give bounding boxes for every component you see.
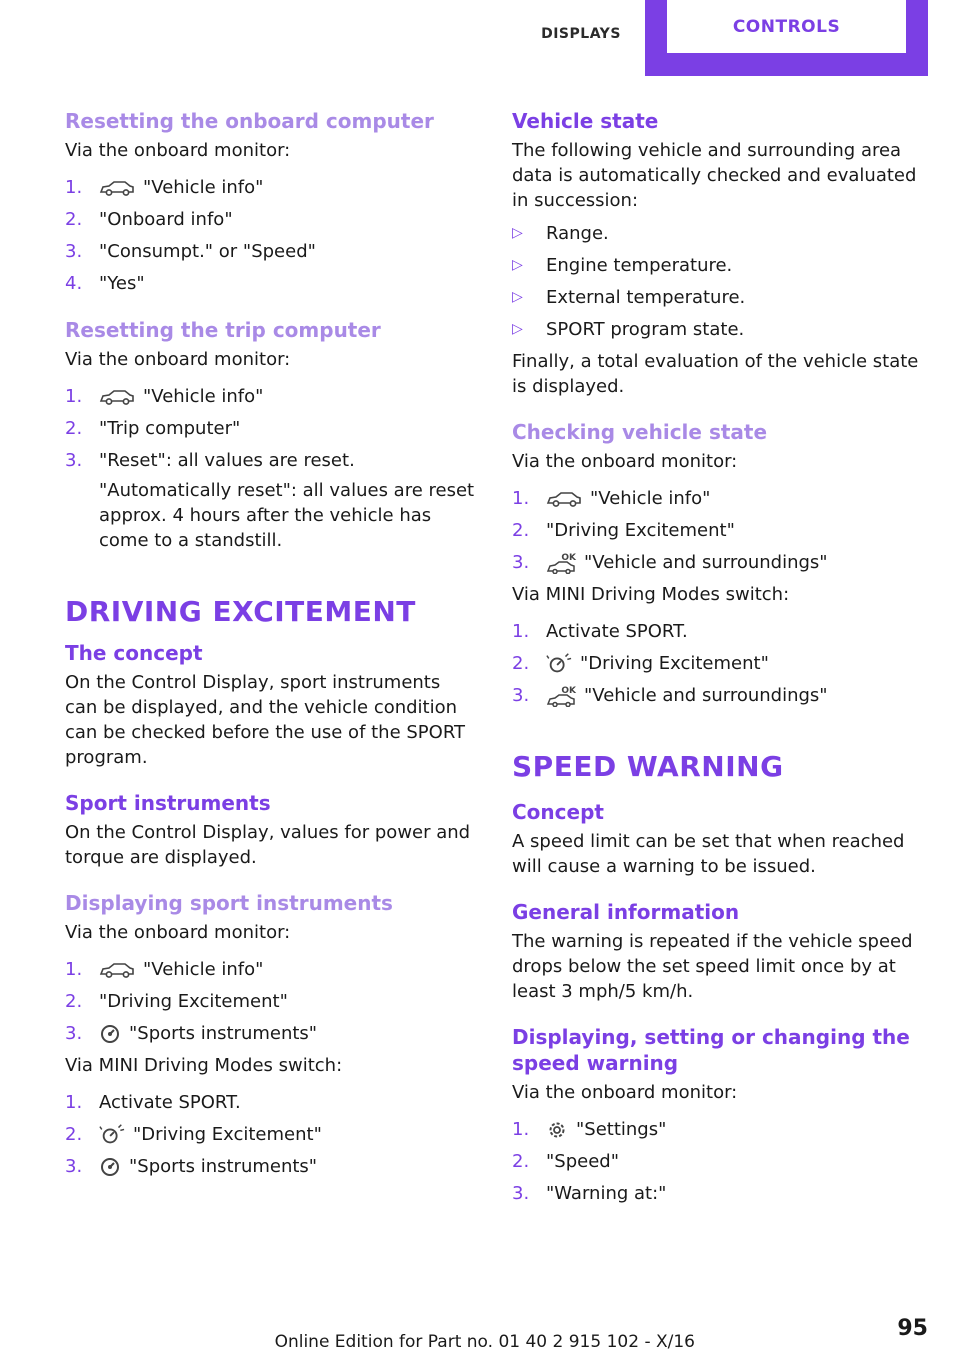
heading-speed-warning: SPEED WARNING bbox=[512, 750, 784, 783]
list-item: 2. "Driving Excitement" bbox=[65, 991, 288, 1012]
bullet-icon: ▷ bbox=[512, 321, 523, 337]
heading-displaying-sport: Displaying sport instruments bbox=[65, 891, 393, 915]
page-number: 95 bbox=[897, 1316, 928, 1341]
displaying-sport-steps bbox=[65, 957, 475, 1046]
list-item: 3. "Reset": all values are reset. "Automatically reset": all values are reset approx. 4 hours after the vehicle has come to a standstill. bbox=[65, 450, 475, 551]
reset-onboard-steps bbox=[65, 175, 475, 296]
switch-intro: Via MINI Driving Modes switch: bbox=[65, 1055, 343, 1076]
list-item: 3. OK "Vehicle and surroundings" bbox=[512, 685, 828, 706]
speed-warning-steps bbox=[512, 1117, 932, 1206]
tab-controls[interactable] bbox=[645, 0, 928, 76]
list-item: 1. Activate SPORT. bbox=[512, 621, 688, 642]
switch-steps bbox=[65, 1090, 475, 1179]
heading-concept: Concept bbox=[512, 800, 604, 824]
right-column bbox=[512, 108, 932, 1213]
tab-controls-label: CONTROLS bbox=[667, 0, 906, 53]
heading-general-information: General information bbox=[512, 900, 740, 924]
bullet-icon: ▷ bbox=[512, 257, 523, 273]
header-tabs bbox=[517, 0, 928, 76]
tab-displays[interactable]: DISPLAYS bbox=[541, 26, 621, 42]
vehicle-ok-icon: OK bbox=[546, 552, 576, 574]
heading-driving-excitement: DRIVING EXCITEMENT bbox=[65, 595, 416, 628]
bullet-icon: ▷ bbox=[512, 289, 523, 305]
vehicle-info-icon bbox=[99, 388, 135, 406]
heading-reset-onboard: Resetting the onboard computer bbox=[65, 109, 434, 133]
list-item: 3. "Sports instruments" bbox=[65, 1023, 318, 1044]
reset-trip-steps bbox=[65, 384, 475, 553]
concept-text: On the Control Display, sport instruments can be displayed, and the vehicle condition can be checked before the use of the SPORT program. bbox=[65, 672, 466, 768]
speed-warning-intro: Via the onboard monitor: bbox=[512, 1082, 738, 1103]
list-item: 2. "Driving Excitement" bbox=[512, 520, 735, 541]
list-item: 4. "Yes" bbox=[65, 273, 145, 294]
list-item: 1. "Vehicle info" bbox=[65, 959, 264, 980]
list-item: ▷ Range. bbox=[512, 223, 609, 244]
sport-instruments-text: On the Control Display, values for power and torque are displayed. bbox=[65, 822, 471, 868]
reset-onboard-intro: Via the onboard monitor: bbox=[65, 140, 291, 161]
driving-excitement-icon bbox=[99, 1124, 125, 1146]
vehicle-state-bullets bbox=[512, 221, 932, 342]
settings-gear-icon bbox=[546, 1119, 568, 1141]
list-item: ▷ SPORT program state. bbox=[512, 319, 745, 340]
heading-displaying-speed-warning: Displaying, setting or changing the speed warning bbox=[512, 1025, 910, 1075]
list-item: 2. "Driving Excitement" bbox=[65, 1124, 322, 1145]
general-information-text: The warning is repeated if the vehicle speed drops below the set speed limit once by at least 3 mph/5 km/h. bbox=[512, 931, 913, 1002]
list-item: 3. "Consumpt." or "Speed" bbox=[65, 241, 316, 262]
reset-trip-intro: Via the onboard monitor: bbox=[65, 349, 291, 370]
heading-sport-instruments: Sport instruments bbox=[65, 791, 271, 815]
heading-vehicle-state: Vehicle state bbox=[512, 109, 659, 133]
list-item: 3. "Warning at:" bbox=[512, 1183, 667, 1204]
checking-intro: Via the onboard monitor: bbox=[512, 451, 738, 472]
reset-trip-step3-cont: "Automatically reset": all values are reset approx. 4 hours after the vehicle has come to a standstill. bbox=[99, 480, 475, 551]
speed-concept-text: A speed limit can be set that when reached will cause a warning to be issued. bbox=[512, 831, 905, 877]
vehicle-state-final: Finally, a total evaluation of the vehicle state is displayed. bbox=[512, 351, 919, 397]
heading-the-concept: The concept bbox=[65, 641, 203, 665]
vehicle-info-icon bbox=[546, 490, 582, 508]
list-item: 1. "Vehicle info" bbox=[65, 386, 264, 407]
list-item: ▷ Engine temperature. bbox=[512, 255, 733, 276]
left-column bbox=[65, 108, 475, 1186]
vehicle-info-icon bbox=[99, 961, 135, 979]
vehicle-ok-icon: OK bbox=[546, 685, 576, 707]
checking-switch-steps bbox=[512, 619, 932, 708]
vehicle-info-icon bbox=[99, 179, 135, 197]
edition-note: Online Edition for Part no. 01 40 2 915 102 - X/16 bbox=[274, 1332, 695, 1352]
list-item: 1. "Settings" bbox=[512, 1119, 667, 1140]
displaying-sport-intro: Via the onboard monitor: bbox=[65, 922, 291, 943]
driving-excitement-icon bbox=[546, 653, 572, 675]
sports-instruments-icon bbox=[99, 1156, 121, 1178]
bullet-icon: ▷ bbox=[512, 225, 523, 241]
list-item: ▷ External temperature. bbox=[512, 287, 746, 308]
list-item: 2. "Onboard info" bbox=[65, 209, 233, 230]
vehicle-state-text: The following vehicle and surrounding area data is automatically checked and evaluated in succession: bbox=[512, 140, 917, 211]
list-item: 3. "Sports instruments" bbox=[65, 1156, 318, 1177]
list-item: 2. "Trip computer" bbox=[65, 418, 241, 439]
list-item: 1. "Vehicle info" bbox=[512, 488, 711, 509]
list-item: 2. "Speed" bbox=[512, 1151, 619, 1172]
heading-reset-trip: Resetting the trip computer bbox=[65, 318, 381, 342]
checking-steps bbox=[512, 486, 932, 575]
list-item: 3. OK "Vehicle and surroundings" bbox=[512, 552, 828, 573]
list-item: 1. Activate SPORT. bbox=[65, 1092, 241, 1113]
list-item: 2. "Driving Excitement" bbox=[512, 653, 769, 674]
checking-switch-intro: Via MINI Driving Modes switch: bbox=[512, 584, 790, 605]
list-item: 1. "Vehicle info" bbox=[65, 177, 264, 198]
heading-checking-vehicle-state: Checking vehicle state bbox=[512, 420, 768, 444]
sports-instruments-icon bbox=[99, 1023, 121, 1045]
